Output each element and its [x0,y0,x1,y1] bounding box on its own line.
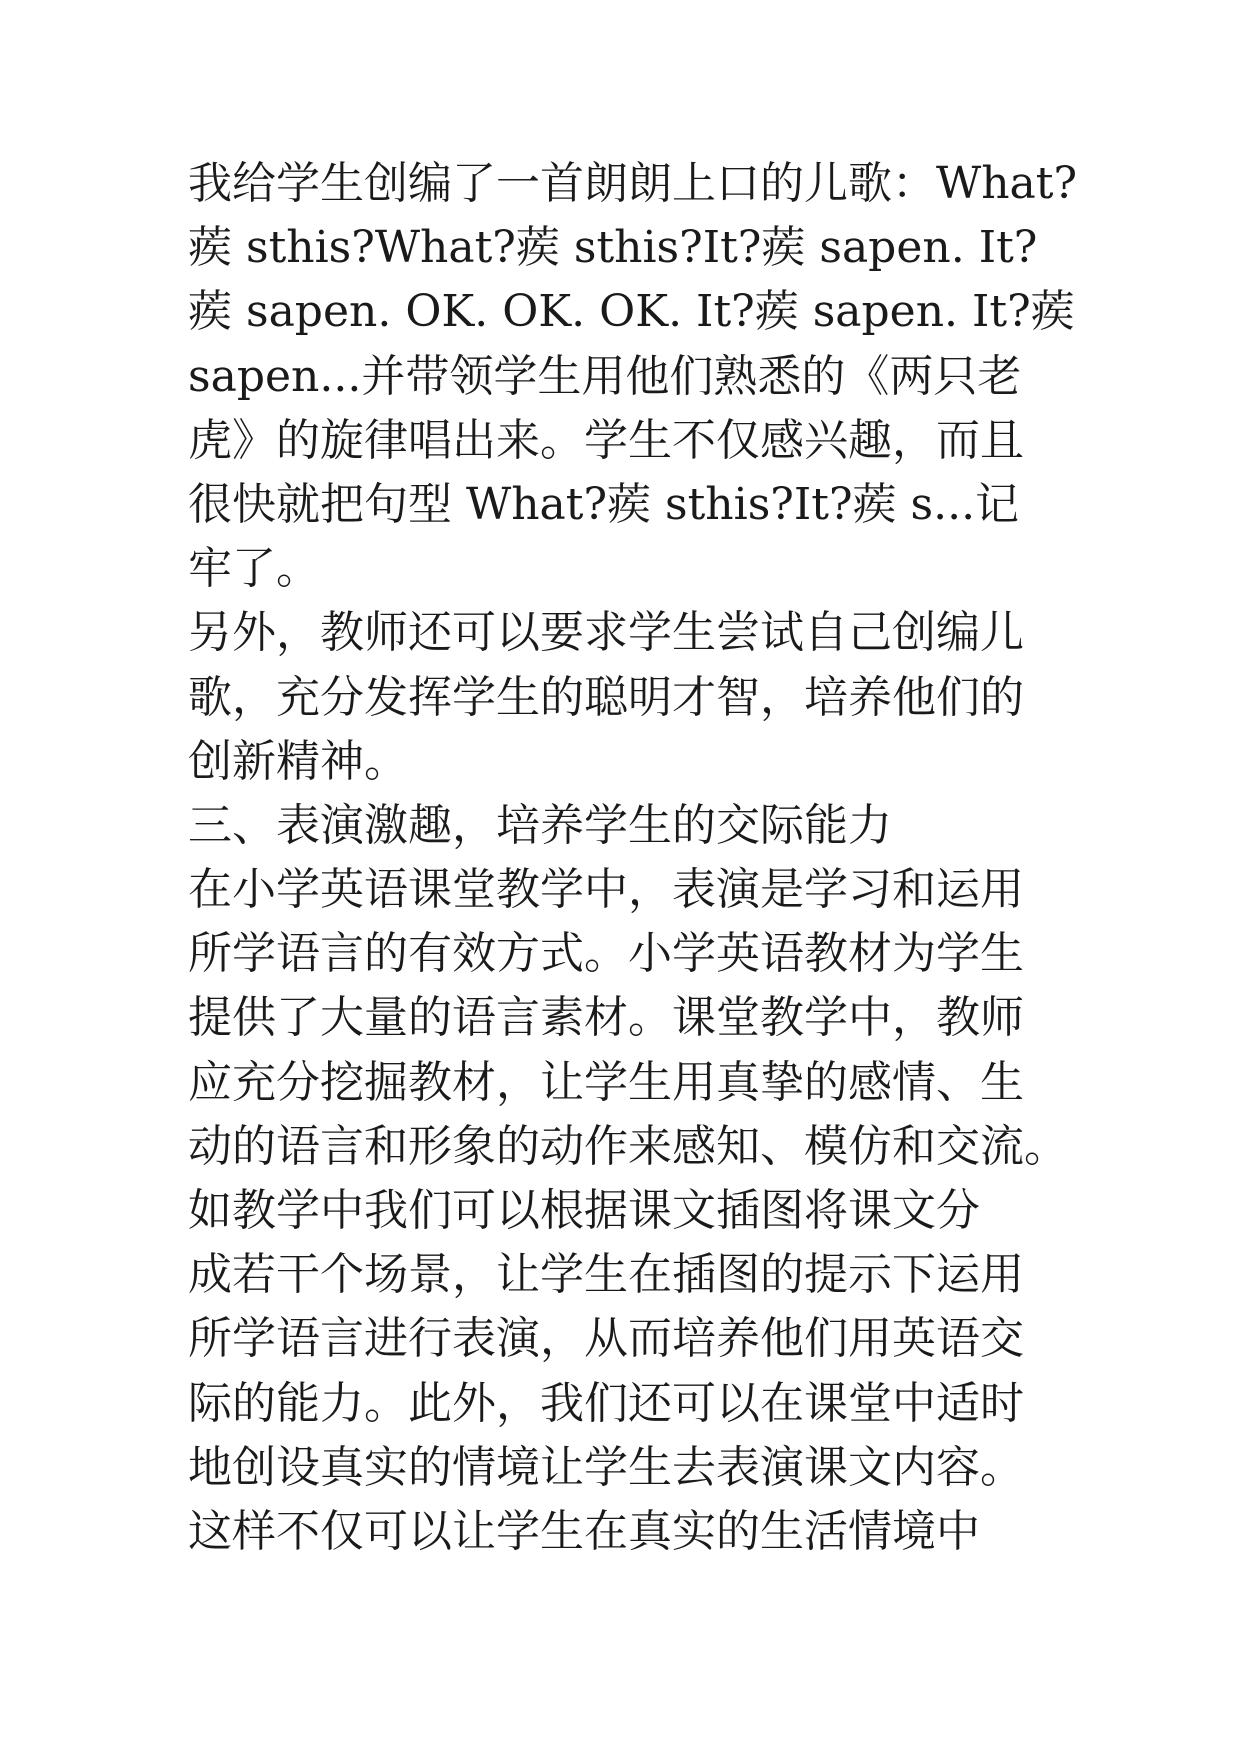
text-line: 所学语言进行表演，从而培养他们用英语交 [188,1313,1024,1365]
text-line: 成若干个场景，让学生在插图的提示下运用 [188,1249,1024,1301]
text-line: 地创设真实的情境让学生去表演课文内容。 [188,1441,1024,1493]
text-line: 在小学英语课堂教学中，表演是学习和运用 [188,864,1024,916]
text-line: 蒺 sapen. OK. OK. OK. It?蒺 sapen. It?蒺 [188,286,1075,338]
text-line: 很快就把句型 What?蒺 sthis?It?蒺 s...记 [188,478,1020,530]
text-line: 我给学生创编了一首朗朗上口的儿歌：What? [188,158,1078,209]
text-line: 歌，充分发挥学生的聪明才智，培养他们的 [188,671,1024,723]
text-line: 际的能力。此外，我们还可以在课堂中适时 [188,1377,1024,1429]
text-line: 虎》的旋律唱出来。学生不仅感兴趣，而且 [188,414,1024,466]
text-line: 蒺 sthis?What?蒺 sthis?It?蒺 sapen. It? [188,222,1038,274]
text-line: 所学语言的有效方式。小学英语教材为学生 [188,928,1024,980]
text-line: 动的语言和形象的动作来感知、模仿和交流。 [188,1120,1068,1172]
text-line: 如教学中我们可以根据课文插图将课文分 [188,1185,980,1236]
section-heading: 三、表演激趣，培养学生的交际能力 [188,799,892,851]
text-line: sapen...并带领学生用他们熟悉的《两只老 [188,350,1022,402]
text-line: 这样不仅可以让学生在真实的生活情境中 [188,1505,980,1557]
text-line: 提供了大量的语言素材。课堂教学中，教师 [188,992,1024,1044]
text-line: 牢了。 [188,543,320,595]
body-text [188,152,1088,1564]
text-line: 另外，教师还可以要求学生尝试自己创编儿 [188,607,1024,659]
text-line: 创新精神。 [188,735,408,787]
text-line: 应充分挖掘教材，让学生用真挚的感情、生 [188,1056,1024,1108]
